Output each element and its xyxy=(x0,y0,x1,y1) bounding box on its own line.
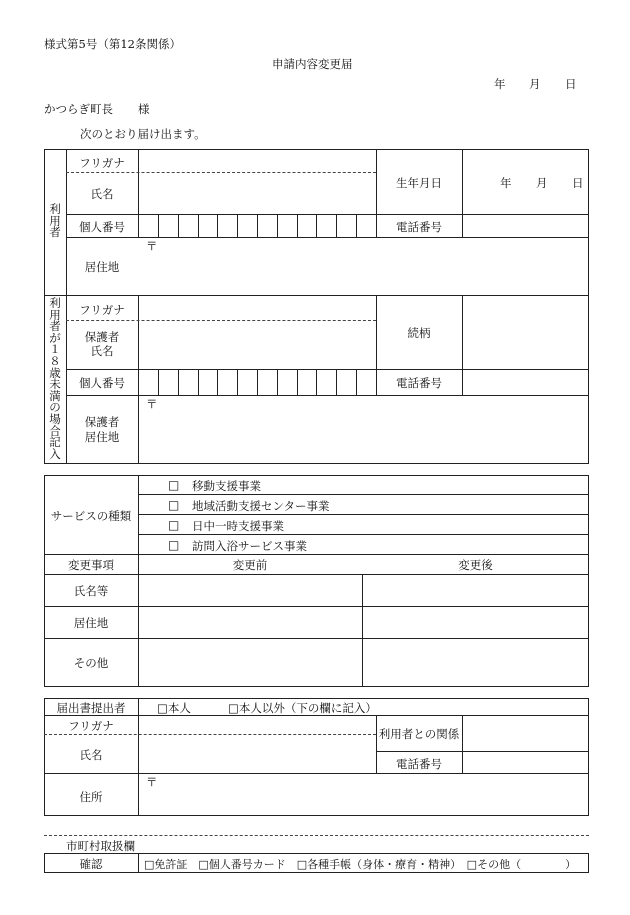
submitter-name-label: 氏名 xyxy=(79,748,103,762)
service-option-3: 日中一時支援事業 xyxy=(192,519,284,533)
submitter-postal-mark: 〒 xyxy=(146,775,158,789)
user-furigana-label: フリガナ xyxy=(79,156,125,170)
relationship-label: 続柄 xyxy=(407,326,431,340)
guardian-furigana-label: フリガナ xyxy=(79,303,125,317)
bd-year: 年 xyxy=(500,176,512,190)
service-checkbox-1[interactable]: □ xyxy=(168,478,180,492)
form-title: 申請内容変更届 xyxy=(272,57,353,71)
confirm-options[interactable]: □免許証 □個人番号カード □各種手帳（身体・療育・精神） □その他（ ） xyxy=(144,858,577,871)
after-header: 変更後 xyxy=(458,558,493,572)
guardian-postal-mark: 〒 xyxy=(146,397,158,411)
row-name-label: 氏名等 xyxy=(73,584,109,598)
submitter-label: 届出書提出者 xyxy=(56,701,126,715)
user-postal-mark: 〒 xyxy=(146,239,158,253)
minor-side-label: 利 用 者 が １ ８ 歳 未 満 の 場 合 記 入 xyxy=(49,296,61,461)
row-residence-label: 居住地 xyxy=(73,616,109,630)
confirm-label: 確認 xyxy=(79,857,103,871)
office-title: 市町村取扱欄 xyxy=(66,839,135,853)
relation-label: 利用者との関係 xyxy=(378,727,460,741)
form-number: 様式第5号（第12条関係） xyxy=(44,37,181,51)
user-birthdate-label: 生年月日 xyxy=(396,176,442,190)
service-type-label: サービスの種類 xyxy=(50,509,132,523)
submitter-self-checkbox[interactable]: □本人 xyxy=(157,701,191,715)
addressee: かつらぎ町長 xyxy=(44,102,113,116)
bd-day: 日 xyxy=(572,176,584,190)
service-option-4: 訪問入浴サービス事業 xyxy=(192,539,307,553)
submitter-phone-label: 電話番号 xyxy=(396,757,442,771)
guardian-address-label: 保護者 居住地 xyxy=(84,415,120,444)
service-checkbox-3[interactable]: □ xyxy=(168,518,180,532)
service-checkbox-4[interactable]: □ xyxy=(168,538,180,552)
intro-text: 次のとおり届け出ます。 xyxy=(80,127,206,141)
service-option-1: 移動支援事業 xyxy=(192,479,261,493)
service-checkbox-2[interactable]: □ xyxy=(168,498,180,512)
row-other-label: その他 xyxy=(73,656,109,670)
honorific: 様 xyxy=(138,102,150,116)
before-header: 変更前 xyxy=(232,558,268,572)
bd-month: 月 xyxy=(536,176,548,190)
user-phone-label: 電話番号 xyxy=(396,220,442,234)
user-id-label: 個人番号 xyxy=(79,220,125,234)
change-item-header: 変更事項 xyxy=(68,558,114,572)
date-day: 日 xyxy=(565,77,577,91)
service-option-2: 地域活動支援センター事業 xyxy=(192,499,330,513)
submitter-furigana-label: フリガナ xyxy=(68,719,114,733)
user-side-label: 利 用 者 xyxy=(49,202,61,240)
guardian-name-label: 保護者 氏名 xyxy=(84,330,120,358)
guardian-id-label: 個人番号 xyxy=(79,376,125,390)
submitter-address-label: 住所 xyxy=(79,790,103,804)
date-year: 年 xyxy=(494,77,506,91)
user-address-label: 居住地 xyxy=(84,260,120,274)
office-divider xyxy=(44,835,589,836)
guardian-phone-label: 電話番号 xyxy=(396,376,442,390)
user-name-label: 氏名 xyxy=(90,187,114,201)
submitter-other-checkbox[interactable]: □本人以外（下の欄に記入） xyxy=(228,701,377,715)
date-month: 月 xyxy=(529,77,541,91)
